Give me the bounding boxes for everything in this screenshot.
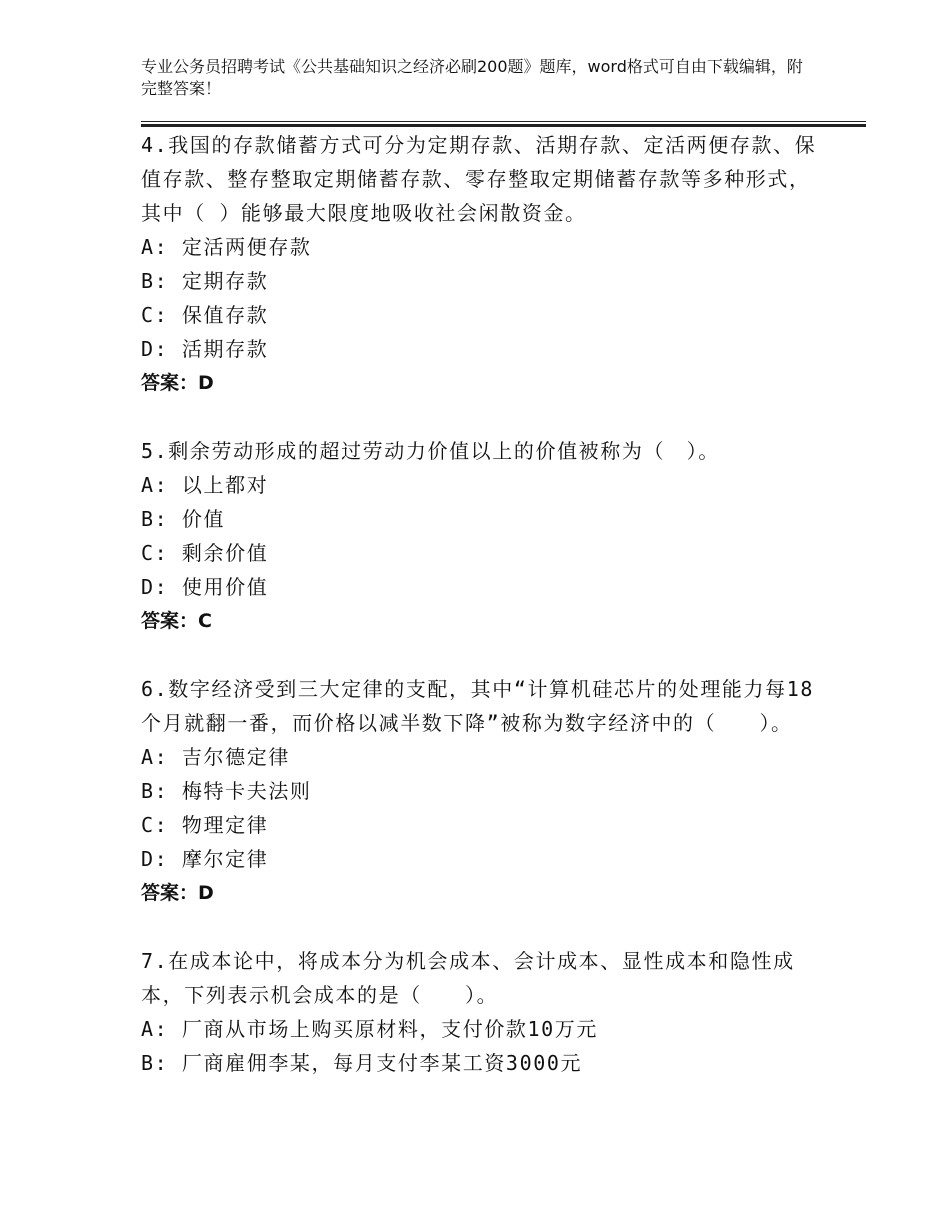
question-stem: 4.我国的存款储蓄方式可分为定期存款、活期存款、定活两便存款、保值存款、整存整取定期储蓄存款、零存整取定期储蓄存款等多种形式，其中（ ）能够最大限度地吸收社会闲散资金。: [141, 133, 817, 225]
option-a: A: 厂商从市场上购买原材料，支付价款10万元: [141, 1017, 599, 1041]
question-7: [141, 944, 831, 1080]
option-d: D: 使用价值: [141, 575, 269, 599]
option-a: A: 定活两便存款: [141, 235, 312, 259]
option-c: C: 保值存款: [141, 303, 269, 327]
option-d: D: 摩尔定律: [141, 847, 269, 871]
question-6: [141, 672, 831, 910]
option-b: B: 价值: [141, 507, 226, 531]
question-5: [141, 434, 831, 638]
header-rule-thin: [141, 121, 866, 122]
option-c: C: 物理定律: [141, 813, 269, 837]
answer-line: 答案：D: [141, 372, 214, 394]
question-4: [141, 128, 831, 400]
answer-line: 答案：D: [141, 882, 214, 904]
question-stem: 6.数字经济受到三大定律的支配，其中“计算机硅芯片的处理能力每18个月就翻一番，而价格以减半数下降”被称为数字经济中的（ ）。: [141, 677, 815, 735]
option-b: B: 梅特卡夫法则: [141, 779, 312, 803]
option-d: D: 活期存款: [141, 337, 269, 361]
option-b: B: 定期存款: [141, 269, 269, 293]
header-rule-thick: [141, 124, 866, 127]
answer-line: 答案：C: [141, 610, 212, 632]
question-stem: 7.在成本论中，将成本分为机会成本、会计成本、显性成本和隐性成本，下列表示机会成本的是（ ）。: [141, 949, 795, 1007]
option-b: B: 厂商雇佣李某，每月支付李某工资3000元: [141, 1051, 583, 1075]
question-stem: 5.剩余劳动形成的超过劳动力价值以上的价值被称为（ ）。: [141, 439, 720, 463]
option-a: A: 以上都对: [141, 473, 269, 497]
option-a: A: 吉尔德定律: [141, 745, 290, 769]
option-c: C: 剩余价值: [141, 541, 269, 565]
document-header: 专业公务员招聘考试《公共基础知识之经济必刷200题》题库，word格式可自由下载编辑，附完整答案！: [141, 57, 803, 98]
question-list: [141, 128, 831, 1080]
